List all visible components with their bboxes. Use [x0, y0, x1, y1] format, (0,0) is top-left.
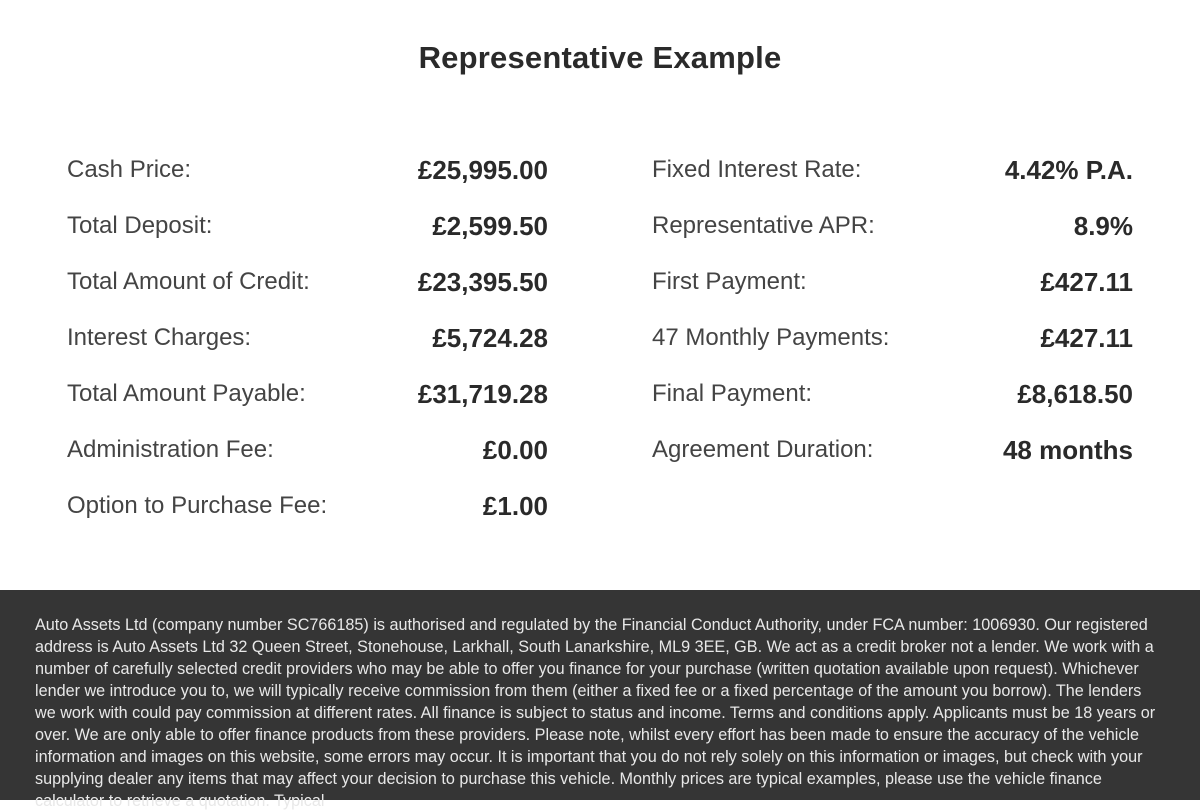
row-interest-charges: [67, 310, 548, 366]
total-deposit-value: £2,599.50: [432, 210, 548, 241]
first-payment-label: First Payment:: [652, 268, 807, 295]
finance-details-right-column: [652, 142, 1133, 478]
interest-charges-value: £5,724.28: [432, 322, 548, 353]
option-to-purchase-fee-label: Option to Purchase Fee:: [67, 492, 328, 519]
row-total-deposit: [67, 198, 548, 254]
monthly-payments-label: 47 Monthly Payments:: [652, 324, 890, 351]
monthly-payments-value: £427.11: [1040, 322, 1133, 353]
representative-apr-value: 8.9%: [1073, 210, 1133, 241]
administration-fee-label: Administration Fee:: [67, 436, 274, 463]
option-to-purchase-fee-value: £1.00: [482, 490, 548, 521]
total-deposit-label: Total Deposit:: [67, 212, 213, 239]
first-payment-value: £427.11: [1040, 266, 1133, 297]
row-option-to-purchase-fee: [67, 478, 548, 534]
row-total-amount-payable: [67, 366, 548, 422]
row-administration-fee: [67, 422, 548, 478]
legal-disclaimer-footer: [0, 590, 1200, 810]
agreement-duration-label: Agreement Duration:: [652, 436, 874, 463]
agreement-duration-value: 48 months: [1002, 434, 1133, 465]
finance-details-left-column: [67, 142, 548, 534]
administration-fee-value: £0.00: [482, 434, 548, 465]
row-monthly-payments: [652, 310, 1133, 366]
row-representative-apr: [652, 198, 1133, 254]
page-title: Representative Example: [418, 40, 782, 75]
legal-disclaimer-text: Auto Assets Ltd (company number SC766185) is authorised and regulated by the Financial Conduct Authority, under FCA number: 1006930. Our registered address is Auto Assets Ltd 32 Queen Street, Stonehouse, Larkhall, South Lanarkshire, ML9 3EE, GB. We act as a credit broker not a lender. We work with a number of carefully selected credit providers who may be able to offer you finance for your purchase (written quotation available upon request). Whichever lender we introduce you to, we will typically receive commission from them (either a fixed fee or a fixed percentage of the amount you borrow). The lenders we work with could pay commission at different rates. All finance is subject to status and income. Terms and conditions apply. Applicants must be 18 years or over. We are only able to offer finance products from these providers. Please note, whilst every effort has been made to ensure the accuracy of the vehicle information and images on this website, some errors may occur. It is important that you do not rely solely on this information or images, but check with your supplying dealer any items that may affect your decision to purchase this vehicle. Monthly prices are typical examples, please use the vehicle finance calculator to retrieve a quotation. Typical: [35, 616, 1156, 810]
row-agreement-duration: [652, 422, 1133, 478]
interest-charges-label: Interest Charges:: [67, 324, 252, 351]
total-amount-payable-label: Total Amount Payable:: [67, 380, 306, 407]
row-final-payment: [652, 366, 1133, 422]
total-amount-payable-value: £31,719.28: [417, 378, 548, 409]
representative-apr-label: Representative APR:: [652, 212, 875, 239]
row-first-payment: [652, 254, 1133, 310]
cash-price-label: Cash Price:: [67, 156, 192, 183]
total-amount-of-credit-label: Total Amount of Credit:: [67, 268, 310, 295]
fixed-interest-rate-label: Fixed Interest Rate:: [652, 156, 862, 183]
row-cash-price: [67, 142, 548, 198]
row-fixed-interest-rate: [652, 142, 1133, 198]
row-total-amount-of-credit: [67, 254, 548, 310]
fixed-interest-rate-value: 4.42% P.A.: [1004, 154, 1133, 185]
total-amount-of-credit-value: £23,395.50: [417, 266, 548, 297]
final-payment-value: £8,618.50: [1017, 378, 1133, 409]
final-payment-label: Final Payment:: [652, 380, 813, 407]
cash-price-value: £25,995.00: [417, 154, 548, 185]
